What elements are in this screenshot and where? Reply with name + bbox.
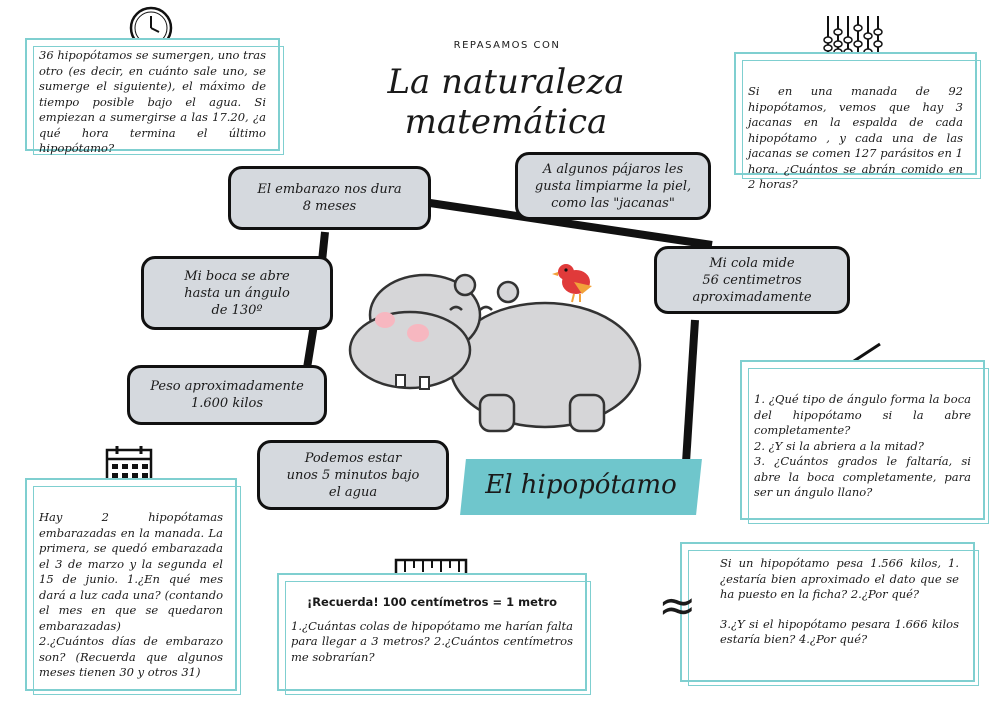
hippo-illustration bbox=[340, 255, 650, 450]
clock-problem-text: 36 hipopótamos se sumergen, uno tras otro (es decir, en cuánto sale uno, se sumerge el siguiente), el máximo de tiempo posible bajo el agua. Si empiezan a sumergirse a las 17.20, ¿a qué hora termina el último hipopótamo? bbox=[39, 48, 266, 155]
abacus-problem-box bbox=[734, 52, 977, 191]
bubble-weight-line-1: Peso aproximadamente bbox=[150, 379, 304, 394]
approx-problem-box bbox=[680, 542, 975, 682]
clock-problem-box bbox=[25, 38, 280, 155]
angle-question-1: 1. ¿Qué tipo de ángulo forma la boca del hipopótamo si la abre completamente? bbox=[754, 392, 971, 437]
bubble-birds-line-3: como las "jacanas" bbox=[551, 195, 675, 211]
angle-question-3: 3. ¿Cuántos grados le faltaría, si abre la boca completamente, para ser un ángulo llano? bbox=[754, 454, 971, 499]
calendar-problem-text-1: Hay 2 hipopótamas embarazadas en la manada. La primera, se quedó embarazada el 3 de marzo y la segunda el 15 de junio. 1.¿En qué mes dará a luz cada una? (contando el mes en que se quedaron embarazadas) bbox=[39, 510, 223, 633]
bubble-mouth-line-3: de 130º bbox=[211, 302, 263, 318]
calendar-problem-text-2: 2.¿Cuántos días de embarazo son? (Recuerda que algunos meses tienen 30 y otros 31) bbox=[39, 634, 223, 679]
bubble-mouth-line-1: Mi boca se abre bbox=[184, 268, 290, 284]
approx-problem-text-2: 3.¿Y si el hipopótamo pesara 1.666 kilos estaría bien? 4.¿Por qué? bbox=[720, 616, 959, 646]
bubble-underwater-line-2: unos 5 minutos bajo bbox=[286, 467, 420, 483]
bubble-birds-line-1: A algunos pájaros les bbox=[542, 161, 684, 177]
ruler-problem-text: 1.¿Cuántas colas de hipopótamo me harían falta para llegar a 3 metros? 2.¿Cuántos centímetros me sobrarían? bbox=[291, 618, 573, 664]
approx-problem-text-1: Si un hipopótamo pesa 1.566 kilos, 1.¿estaría bien aproximado el dato que se ha puesto en la ficha? 2.¿Por qué? bbox=[720, 556, 959, 601]
bubble-tail-line-1: Mi cola mide bbox=[709, 255, 795, 271]
bubble-birds bbox=[515, 152, 711, 220]
abacus-problem-text: Si en una manada de 92 hipopótamos, vemos que hay 3 jacanas en la espalda de cada hipopótamo , y cada una de las jacanas se comen 127 parásitos en 1 hora. ¿Cuántos se abrán comido en 2 horas? bbox=[748, 84, 963, 191]
ruler-problem-box bbox=[277, 573, 587, 691]
bubble-tail bbox=[654, 246, 850, 314]
page-subtitle: REPASAMOS CON bbox=[453, 40, 561, 51]
approx-symbol-icon: ≈ bbox=[658, 578, 697, 632]
bubble-underwater-line-3: el agua bbox=[328, 484, 378, 500]
bubble-weight-line-2: 1.600 kilos bbox=[190, 396, 264, 411]
bubble-tail-line-2: 56 centimetros bbox=[702, 272, 802, 288]
bubble-mouth-line-2: hasta un ángulo bbox=[184, 285, 290, 301]
bird-illustration bbox=[550, 258, 602, 306]
bubble-pregnancy-line-2: 8 meses bbox=[302, 199, 357, 214]
calendar-problem-box bbox=[25, 478, 237, 691]
ruler-heading: ¡Recuerda! 100 centímetros = 1 metro bbox=[306, 595, 558, 609]
bubble-tail-line-3: aproximadamente bbox=[692, 289, 812, 305]
angle-question-2: 2. ¿Y si la abriera a la mitad? bbox=[754, 438, 924, 453]
page-title: La naturaleza matemática bbox=[387, 62, 625, 142]
bubble-weight bbox=[127, 365, 327, 425]
title-banner-text: El hipopótamo bbox=[485, 470, 677, 500]
bubble-pregnancy bbox=[228, 166, 431, 230]
bubble-underwater-line-1: Podemos estar bbox=[304, 450, 402, 466]
bubble-underwater bbox=[257, 440, 449, 510]
bubble-birds-line-2: gusta limpiarme la piel, bbox=[534, 178, 692, 194]
bubble-mouth bbox=[141, 256, 333, 330]
angle-problem-box bbox=[740, 360, 985, 520]
bubble-pregnancy-line-1: El embarazo nos dura bbox=[257, 182, 402, 197]
